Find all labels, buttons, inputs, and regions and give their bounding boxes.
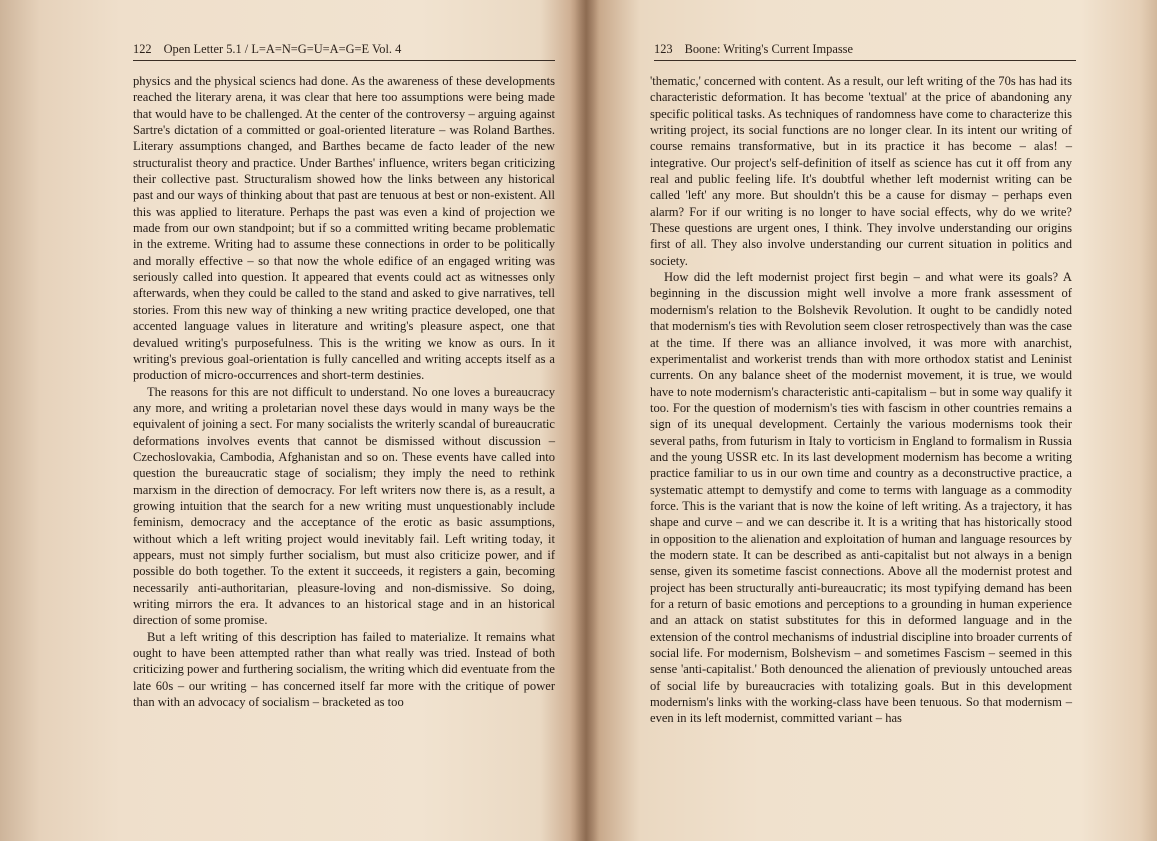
right-running-header <box>654 42 1076 61</box>
left-running-header <box>133 42 555 61</box>
right-page-body <box>650 73 1072 727</box>
paragraph: But a left writing of this description has failed to materialize. It remains what ought to have been attempted rather than what really was tried. Instead of both criticizing power and furthering socialism, the writing which did eventuate from the late 60s – our writing – has concerned itself far more with the critique of power than with an advocacy of socialism – bracketed as too <box>133 629 555 710</box>
left-page-body <box>133 73 555 710</box>
paragraph: physics and the physical sciencs had done. As the awareness of these developments reached the literary arena, it was clear that here too assumptions were being made that would have to be challenged. At the center of the controversy – arguing against Sartre's dictation of a committed or goal-oriented literature – was Roland Barthes. Literary assumptions changed, and Barthes became de facto leader of the new structuralist theory and practice. Under Barthes' influence, writers began criticizing their collective past. Structuralism showed how the links between any historical past and our ways of thinking about that past are tenuous at best or non-existent. All this was applied to literature. Perhaps the past was even a kind of projection we made from our own standpoint; but if so a committed writing became problematic in the extreme. Writing had to assume these connections in order to be politically and morally effective – so that now the whole edifice of an engaged writing was seriously called into question. It appeared that events could act as witnesses only afterwards, when they could be called to the stand and asked to give narratives, tell stories. From this new way of thinking a new writing practice developed, one that accented language values in literature and writing's pleasure aspect, one that devalued writing's purposefulness. This is the writing we know as ours. In it writing's previous goal-orientation is fully cancelled and writing accepts itself as a production of micro-occurrences and short-term destinies. <box>133 74 555 383</box>
left-running-title: Open Letter 5.1 / L=A=N=G=U=A=G=E Vol. 4 <box>163 42 402 56</box>
right-running-title: Boone: Writing's Current Impasse <box>684 42 854 56</box>
paragraph: How did the left modernist project first begin – and what were its goals? A beginning in the discussion might well involve a more frank assessment of modernism's relation to the Bolshevik Revolution. It ought to be candidly noted that modernism's ties with Revolution seem closer retrospectively than was the case at the time. If there was an alliance involved, it was more with anarchist, experimentalist and workerist trends than with more orthodox statist and Leninist currents. On any balance sheet of the modernist movement, it is true, we would have to note modernism's characteristic anti-capitalism – but in some way qualify it too. For the question of modernism's ties with fascism in other countries remains a sign of its unequal development. Certainly the various modernisms took their several paths, from futurism in Italy to vorticism in England to formalism in Russia and the young USSR etc. In its last development modernism has become a writing practice familiar to us in our own time and country as a deconstructive practice, a systematic attempt to demystify and come to terms with language as a commodity force. This is the variant that is now the koine of left writing. As a trajectory, it has shape and curve – and we can describe it. It is a writing that has historically stood in opposition to the alienation and exploitation of human and language resources by the modern state. It can be described as anti-capitalist but not always in a benign sense, given its sometime fascist connections. Above all the modernist protest and project has been structurally anti-bureaucratic; its most typifying demand has been for a return of basic emotions and perceptions to a grounding in human experience and an attack on statist substitutes for this in deformed language and in the extension of the control mechanisms of industrial discipline into broader currents of social life. For modernism, Bolshevism – and sometimes Fascism – seemed in this sense 'anti-capitalist.' Both denounced the alienation of previously untouched areas of social life by bureaucracies with totalizing goals. But in this development modernism's links with the working-class have been tenuous. So that modernism – even in its left modernist, committed variant – has <box>650 270 1072 726</box>
right-page <box>586 0 1157 841</box>
right-page-number: 123 <box>654 42 673 56</box>
left-page-number: 122 <box>133 42 152 56</box>
paragraph: The reasons for this are not difficult to understand. No one loves a bureaucracy any more, and writing a proletarian novel these days would in many ways be the equivalent of joining a sect. For many socialists the writerly scandal of bureaucratic deformations involves events that cannot be dismissed without discussion – Czechoslovakia, Cambodia, Afghanistan and so on. These events have called into question the bureaucratic stage of socialism; they imply the need to rethink marxism in the direction of democracy. For left writers now there is, as a result, a growing intuition that the search for a new writing must unquestionably include feminism, democracy and the acceptance of the erotic as basic assumptions, without which a left writing project would inevitably fail. Left writing today, it appears, must not simply further socialism, but must also criticize power, and if possible do both together. To the extent it succeeds, it registers a gain, becoming necessarily anti-authoritarian, pleasure-loving and non-dismissive. So doing, writing mirrors the era. It advances to an historical stage and in an historical direction of some promise. <box>133 384 555 628</box>
paragraph: 'thematic,' concerned with content. As a result, our left writing of the 70s has had its characteristic deformation. It has become 'textual' at the price of abandoning any specific political tasks. As techniques of randomness have come to characterize this writing project, its social functions are no longer clear. In its intent our writing of course remains transformative, but in its practice it has become – alas! – integrative. Our project's self-definition of itself as science has cut it off from any real and public feeling life. It's doubtful whether left modernist writing can be called 'left' any more. But shouldn't this be a cause for dismay – perhaps even alarm? For if our writing is no longer to have social effects, why do we write? These questions are urgent ones, I think. They involve understanding our origins first of all. They also involve understanding our current situation in politics and society. <box>650 74 1072 268</box>
